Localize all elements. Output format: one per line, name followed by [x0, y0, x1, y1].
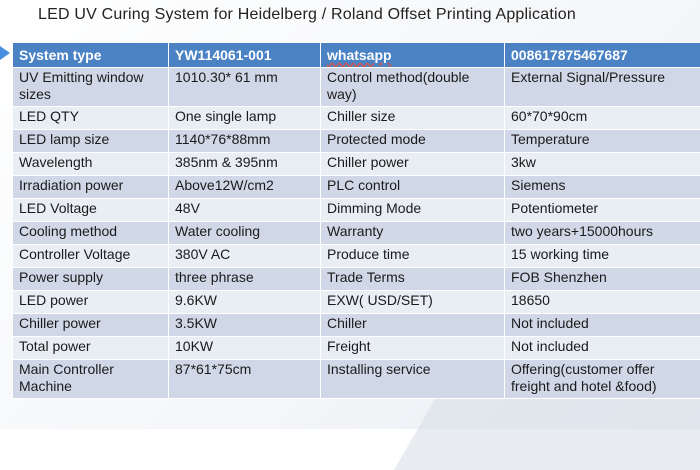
spec-label: LED power: [13, 291, 169, 314]
spec-value: 1010.30* 61 mm: [169, 68, 321, 107]
spec-label: Chiller: [321, 314, 505, 337]
spec-label: Installing service: [321, 360, 505, 399]
spec-label: Freight: [321, 337, 505, 360]
header-cell-whatsapp-number: 008617875467687: [505, 43, 700, 68]
header-cell-model: YW114061-001: [169, 43, 321, 68]
spec-value: Not included: [505, 314, 700, 337]
table-row: [13, 107, 700, 130]
spec-label: UV Emitting window sizes: [13, 68, 169, 107]
spec-label: LED Voltage: [13, 199, 169, 222]
spec-value: 1140*76*88mm: [169, 130, 321, 153]
table-header-row: [13, 43, 700, 68]
spec-label: Dimming Mode: [321, 199, 505, 222]
header-cell-system-type: System type: [13, 43, 169, 68]
spec-value: FOB Shenzhen: [505, 268, 700, 291]
spec-value: 48V: [169, 199, 321, 222]
table-row: [13, 268, 700, 291]
spec-label: Main Controller Machine: [13, 360, 169, 399]
spec-label: Controller Voltage: [13, 245, 169, 268]
spec-value: 87*61*75cm: [169, 360, 321, 399]
table-row: [13, 130, 700, 153]
spec-label: Protected mode: [321, 130, 505, 153]
spec-label: Wavelength: [13, 153, 169, 176]
spec-value: Potentiometer: [505, 199, 700, 222]
spec-label: Trade Terms: [321, 268, 505, 291]
spec-label: Total power: [13, 337, 169, 360]
table-row: [13, 360, 700, 399]
spec-value: 385nm & 395nm: [169, 153, 321, 176]
spec-label: Cooling method: [13, 222, 169, 245]
spec-value: 380V AC: [169, 245, 321, 268]
spec-value: Offering(customer offer freight and hotel &food): [505, 360, 700, 399]
spec-value: two years+15000hours: [505, 222, 700, 245]
spec-label: Chiller size: [321, 107, 505, 130]
spec-label: Control method(double way): [321, 68, 505, 107]
table-row: [13, 337, 700, 360]
spec-label: Irradiation power: [13, 176, 169, 199]
table-row: [13, 245, 700, 268]
spec-label: EXW( USD/SET): [321, 291, 505, 314]
header-cell-whatsapp-label: [321, 43, 505, 68]
spec-label: Warranty: [321, 222, 505, 245]
spec-value: Water cooling: [169, 222, 321, 245]
spec-label: Chiller power: [13, 314, 169, 337]
page-title: LED UV Curing System for Heidelberg / Roland Offset Printing Application: [38, 6, 576, 24]
spec-value: 10KW: [169, 337, 321, 360]
spec-value: 60*70*90cm: [505, 107, 700, 130]
spec-value: Temperature: [505, 130, 700, 153]
table-row: [13, 314, 700, 337]
spec-label: LED QTY: [13, 107, 169, 130]
table-row: [13, 199, 700, 222]
whatsapp-label: whatsapp: [327, 47, 392, 63]
spec-value: Not included: [505, 337, 700, 360]
table-row: [13, 176, 700, 199]
spec-value: One single lamp: [169, 107, 321, 130]
spec-label: LED lamp size: [13, 130, 169, 153]
spec-value: three phrase: [169, 268, 321, 291]
spec-label: Power supply: [13, 268, 169, 291]
spec-value: 3.5KW: [169, 314, 321, 337]
spec-label: PLC control: [321, 176, 505, 199]
spec-value: 15 working time: [505, 245, 700, 268]
spec-label: Produce time: [321, 245, 505, 268]
table-row: [13, 291, 700, 314]
spec-value: 9.6KW: [169, 291, 321, 314]
spec-label: Chiller power: [321, 153, 505, 176]
spec-value: Above12W/cm2: [169, 176, 321, 199]
bullet-arrow-icon: [0, 46, 10, 60]
table-row: [13, 222, 700, 245]
spec-value: 3kw: [505, 153, 700, 176]
spec-value: 18650: [505, 291, 700, 314]
spec-table: [12, 42, 700, 399]
table-row: [13, 153, 700, 176]
spec-value: Siemens: [505, 176, 700, 199]
table-row: [13, 68, 700, 107]
spec-value: External Signal/Pressure: [505, 68, 700, 107]
